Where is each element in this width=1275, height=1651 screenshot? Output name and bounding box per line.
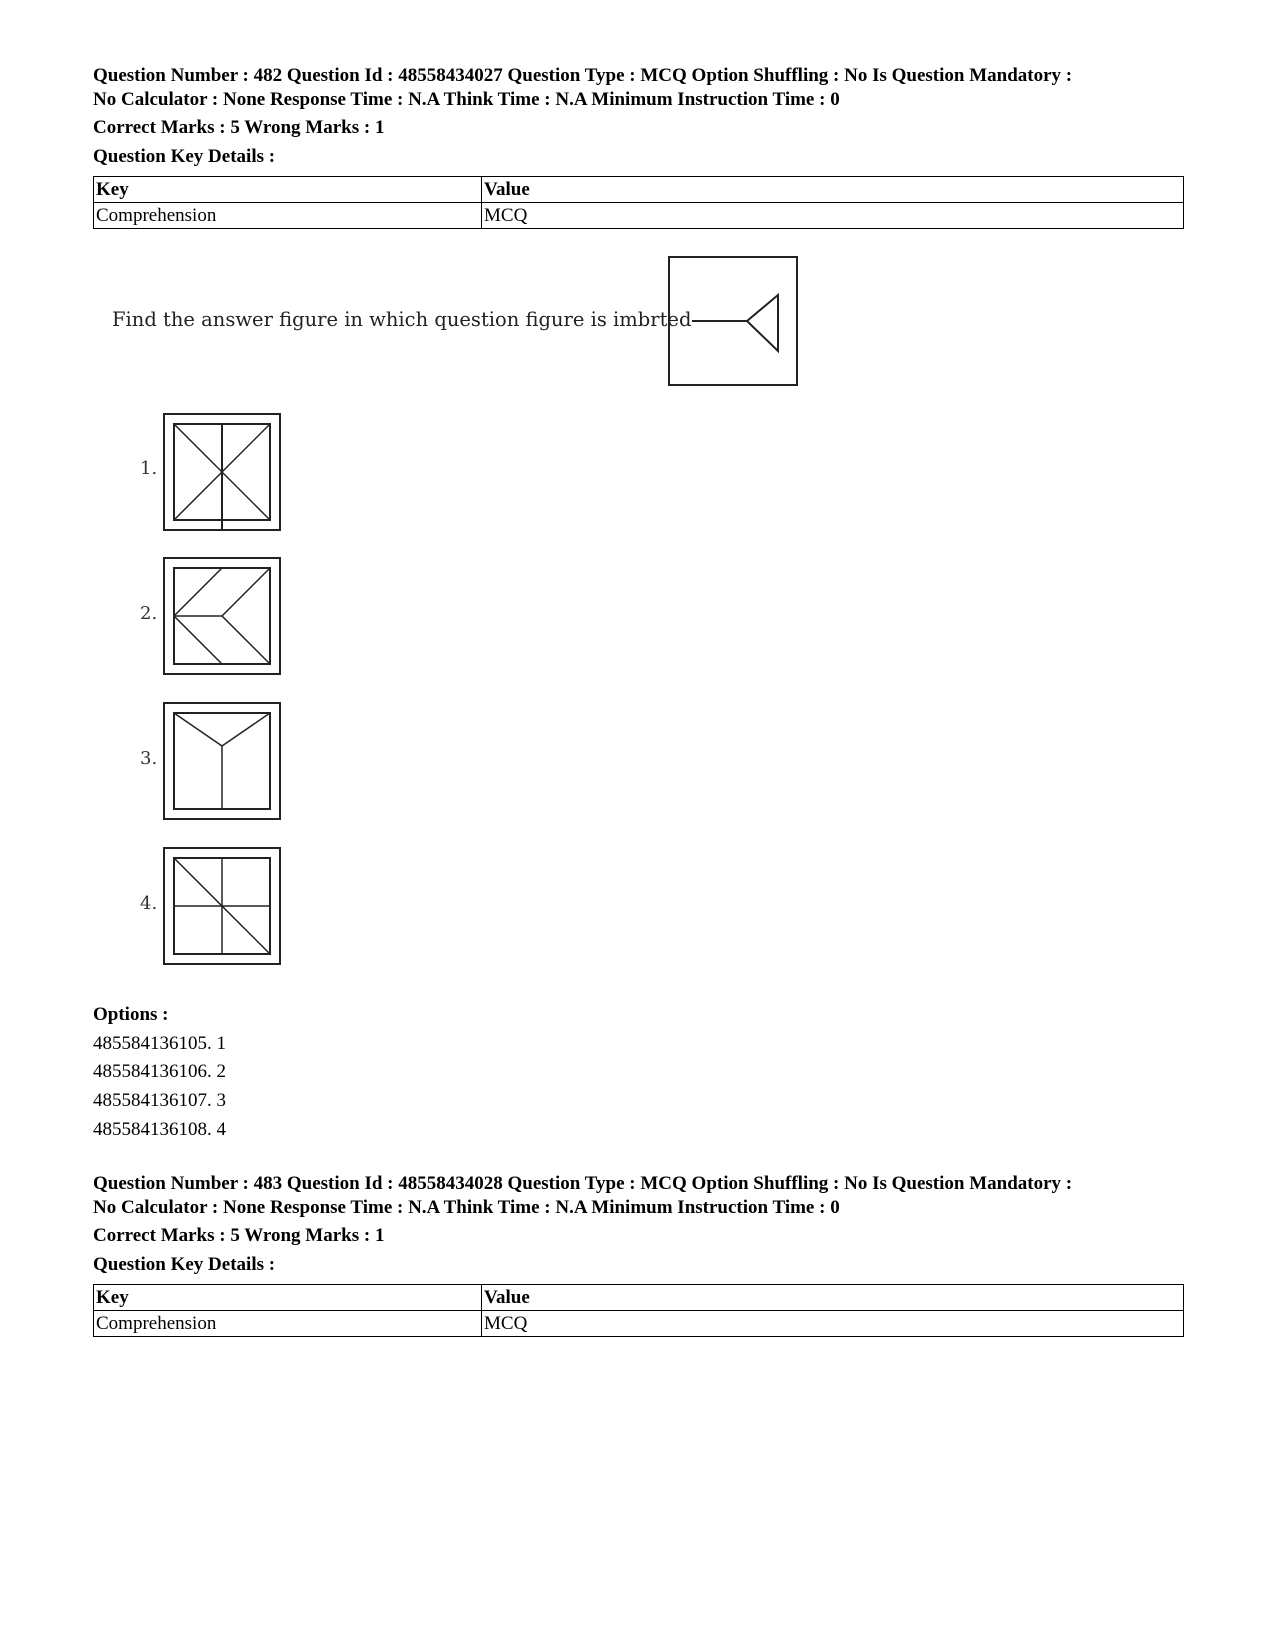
option-4: 485584136108. 4 [93, 1119, 226, 1140]
answer-figure-4 [163, 847, 283, 967]
table-row [94, 1311, 1184, 1337]
options-label: Options : [93, 1004, 169, 1025]
figure-label-4: 4. [140, 893, 158, 914]
q483-header-line2: No Calculator : None Response Time : N.A Think Time : N.A Minimum Instruction Time : 0 [93, 1197, 840, 1218]
q482-key-table [93, 176, 1184, 229]
table-header-key: Key [94, 177, 482, 203]
table-cell-key: Comprehension [94, 203, 482, 229]
option-1: 485584136105. 1 [93, 1033, 226, 1054]
figure-label-1: 1. [140, 458, 158, 479]
q483-header [93, 1172, 1193, 1220]
question-figure [667, 255, 801, 389]
figure-label-2: 2. [140, 603, 158, 624]
table-cell-key: Comprehension [94, 1311, 482, 1337]
table-cell-value: MCQ [482, 1311, 1184, 1337]
q482-key-details-label: Question Key Details : [93, 146, 276, 167]
answer-figure-3 [163, 702, 283, 822]
table-header-value: Value [482, 177, 1184, 203]
q483-header-line1: Question Number : 483 Question Id : 48558434028 Question Type : MCQ Option Shuffling : No Is Question Mandatory : [93, 1173, 1073, 1194]
q483-marks: Correct Marks : 5 Wrong Marks : 1 [93, 1225, 385, 1246]
q482-header-line1: Question Number : 482 Question Id : 48558434027 Question Type : MCQ Option Shuffling : No Is Question Mandatory : [93, 65, 1073, 86]
figure-label-3: 3. [140, 748, 158, 769]
option-3: 485584136107. 3 [93, 1090, 226, 1111]
option-2: 485584136106. 2 [93, 1061, 226, 1082]
table-header-row [94, 1285, 1184, 1311]
q483-key-details-label: Question Key Details : [93, 1254, 276, 1275]
table-header-value: Value [482, 1285, 1184, 1311]
question-text: Find the answer figure in which question figure is imbrted [112, 308, 692, 331]
q483-key-table [93, 1284, 1184, 1337]
q482-header-line2: No Calculator : None Response Time : N.A Think Time : N.A Minimum Instruction Time : 0 [93, 89, 840, 110]
q482-marks: Correct Marks : 5 Wrong Marks : 1 [93, 117, 385, 138]
table-header-row [94, 177, 1184, 203]
q482-header [93, 64, 1193, 112]
answer-figure-2 [163, 557, 283, 677]
table-header-key: Key [94, 1285, 482, 1311]
answer-figure-1 [163, 413, 283, 533]
table-cell-value: MCQ [482, 203, 1184, 229]
table-row [94, 203, 1184, 229]
